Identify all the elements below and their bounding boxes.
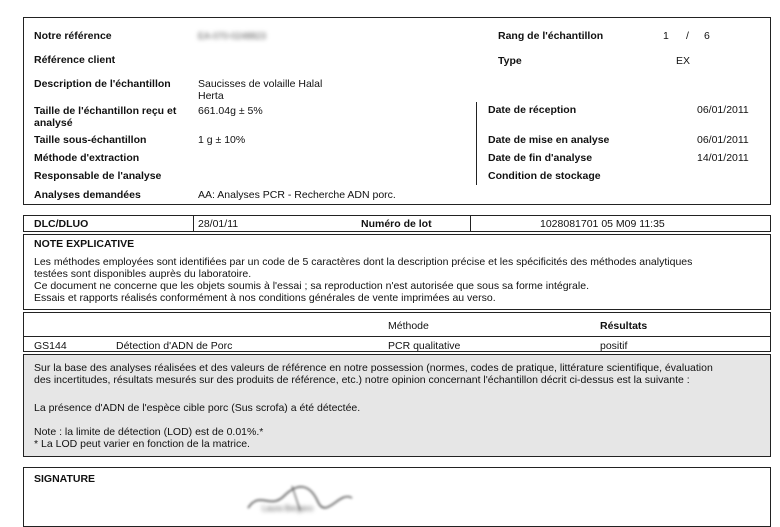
label-reference-client: Référence client xyxy=(34,54,116,66)
note-title: NOTE EXPLICATIVE xyxy=(34,238,135,250)
value-dlc: 28/01/11 xyxy=(198,218,239,230)
result-value: positif xyxy=(600,340,628,352)
note-line-3: Ce document ne concerne que les objets soumis à l'essai ; sa reproduction n'est autorisée que sous sa forme intégrale. xyxy=(34,280,589,292)
result-code: GS144 xyxy=(34,340,67,352)
conclusion-note-2: * La LOD peut varier en fonction de la matrice. xyxy=(34,438,250,450)
note-line-4: Essais et rapports réalisés conformément à nos conditions générales de vente imprimées au verso. xyxy=(34,292,496,304)
value-date-fin-analyse: 14/01/2011 xyxy=(697,152,749,164)
signature-name: Laura Bergero xyxy=(262,504,314,513)
value-taille-echantillon: 661.04g ± 5% xyxy=(198,105,263,117)
value-date-reception: 06/01/2011 xyxy=(697,104,749,116)
label-dlc: DLC/DLUO xyxy=(34,218,89,230)
label-description: Description de l'échantillon xyxy=(34,78,171,90)
conclusion-finding: La présence d'ADN de l'espèce cible porc (Sus scrofa) a été détectée. xyxy=(34,402,361,414)
conclusion-line-1: Sur la base des analyses réalisées et des valeurs de référence en notre possession (normes, codes de pratique, littérature scientifique, évaluation xyxy=(34,362,713,374)
label-numero-lot: Numéro de lot xyxy=(361,218,432,230)
note-line-1: Les méthodes employées sont identifiées par un code de 5 caractères dont la description précise et les spécificités des méthodes analytiques xyxy=(34,256,693,268)
label-taille-echantillon: Taille de l'échantillon reçu et xyxy=(34,105,177,117)
label-responsable: Responsable de l'analyse xyxy=(34,170,162,182)
value-date-mise-analyse: 06/01/2011 xyxy=(697,134,749,146)
value-description: Saucisses de volaille Halal xyxy=(198,78,323,90)
value-rang-total: 6 xyxy=(704,30,710,42)
label-type: Type xyxy=(498,55,522,67)
label-notre-reference: Notre référence xyxy=(34,30,112,42)
conclusion-line-2: des incertitudes, résultats mesurés sur des produits de référence, etc.) notre opinion concernant l'échantillon décrit ci-dessus est la suivante : xyxy=(34,374,690,386)
label-date-mise-analyse: Date de mise en analyse xyxy=(488,134,610,146)
value-analyses-demandees: AA: Analyses PCR - Recherche ADN porc. xyxy=(198,189,396,201)
label-methode-extraction: Méthode d'extraction xyxy=(34,152,140,164)
value-numero-lot: 1028081701 05 M09 11:35 xyxy=(540,218,665,230)
label-taille-echantillon-2: analysé xyxy=(34,117,73,129)
conclusion-note-1: Note : la limite de détection (LOD) est de 0.01%.* xyxy=(34,426,264,438)
col-methode-header: Méthode xyxy=(388,320,429,332)
value-description-brand: Herta xyxy=(198,90,224,102)
col-resultats-header: Résultats xyxy=(600,320,648,332)
result-name: Détection d'ADN de Porc xyxy=(116,340,233,352)
label-date-fin-analyse: Date de fin d'analyse xyxy=(488,152,593,164)
value-notre-reference: EA-070-0248823 xyxy=(198,31,267,41)
label-taille-sous-echantillon: Taille sous-échantillon xyxy=(34,134,147,146)
value-rang-num: 1 xyxy=(663,30,669,42)
label-rang-echantillon: Rang de l'échantillon xyxy=(498,30,604,42)
result-method: PCR qualitative xyxy=(388,340,461,352)
lot-divider-1 xyxy=(193,215,194,232)
label-condition-stockage: Condition de stockage xyxy=(488,170,601,182)
lot-divider-2 xyxy=(470,215,471,232)
header-vertical-divider xyxy=(476,102,477,185)
label-analyses-demandees: Analyses demandées xyxy=(34,189,141,201)
signature-title: SIGNATURE xyxy=(34,473,96,485)
signature-box xyxy=(23,467,771,527)
value-taille-sous-echantillon: 1 g ± 10% xyxy=(198,134,246,146)
note-line-2: testées sont disponibles auprès du laboratoire. xyxy=(34,268,252,280)
value-type: EX xyxy=(676,55,691,67)
value-rang-sep: / xyxy=(686,30,689,42)
label-date-reception: Date de réception xyxy=(488,104,577,116)
results-header-divider xyxy=(23,336,771,337)
